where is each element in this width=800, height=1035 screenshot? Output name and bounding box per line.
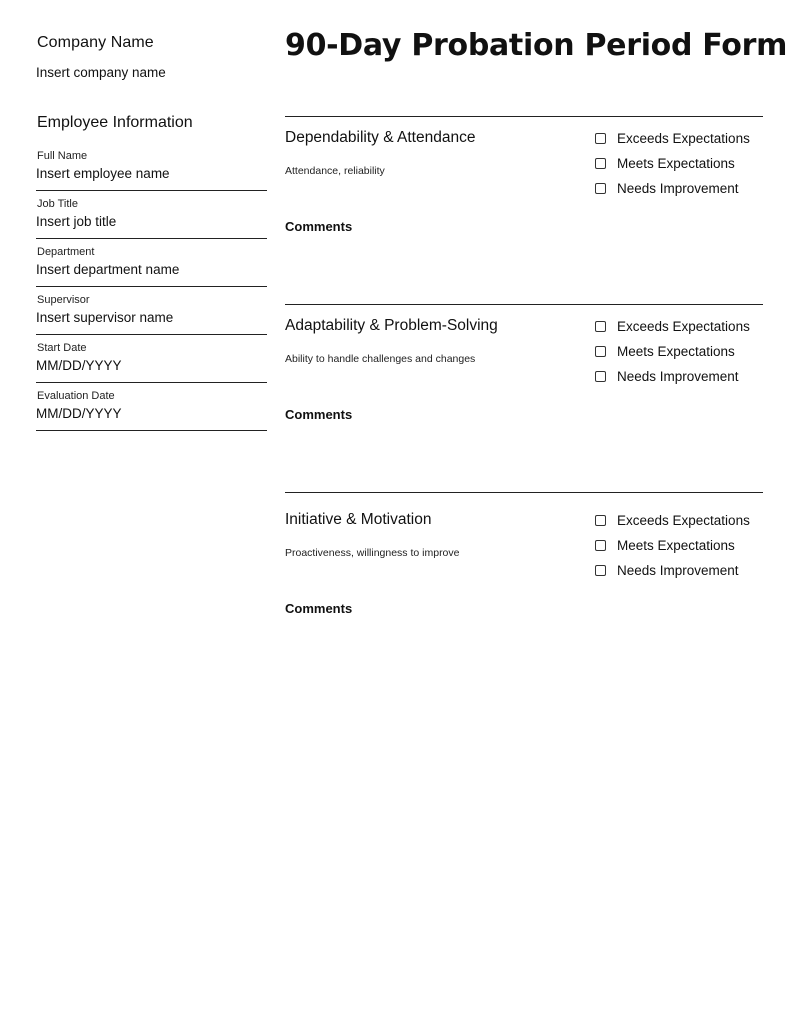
- option-label: Needs Improvement: [617, 180, 739, 196]
- department-input[interactable]: Insert department name: [36, 262, 180, 277]
- page-title: 90-Day Probation Period Form: [285, 28, 788, 63]
- supervisor-field[interactable]: [36, 294, 267, 335]
- job-title-field[interactable]: [36, 198, 267, 239]
- evaluation-date-input[interactable]: MM/DD/YYYY: [36, 406, 122, 421]
- field-label: Start Date: [37, 342, 87, 354]
- section-title: Dependability & Attendance: [285, 129, 476, 146]
- section-adaptability: [285, 304, 763, 455]
- option-label: Meets Expectations: [617, 155, 735, 171]
- section-description: Attendance, reliability: [285, 165, 385, 177]
- field-label: Full Name: [37, 150, 88, 162]
- checkbox[interactable]: [595, 133, 606, 144]
- full-name-input[interactable]: Insert employee name: [36, 166, 170, 181]
- field-label: Job Title: [37, 198, 78, 210]
- field-label: Supervisor: [37, 294, 90, 306]
- option-label: Needs Improvement: [617, 368, 739, 384]
- field-label: Department: [37, 246, 95, 258]
- option-label: Needs Improvement: [617, 562, 739, 578]
- option-exceeds-expectations[interactable]: [595, 128, 750, 148]
- section-dependability: [285, 116, 763, 267]
- option-meets-expectations[interactable]: [595, 153, 735, 173]
- option-meets-expectations[interactable]: [595, 535, 735, 555]
- option-label: Meets Expectations: [617, 343, 735, 359]
- evaluation-date-field[interactable]: [36, 390, 267, 431]
- option-label: Meets Expectations: [617, 537, 735, 553]
- option-label: Exceeds Expectations: [617, 130, 750, 146]
- comments-label: Comments: [285, 219, 353, 234]
- company-name-label: Company Name: [37, 34, 154, 51]
- checkbox[interactable]: [595, 565, 606, 576]
- option-needs-improvement[interactable]: [595, 178, 739, 198]
- comments-label: Comments: [285, 407, 353, 422]
- option-exceeds-expectations[interactable]: [595, 316, 750, 336]
- start-date-field[interactable]: [36, 342, 267, 383]
- section-title: Initiative & Motivation: [285, 511, 432, 528]
- option-label: Exceeds Expectations: [617, 318, 750, 334]
- company-name-field[interactable]: Insert company name: [36, 65, 166, 80]
- checkbox[interactable]: [595, 371, 606, 382]
- option-exceeds-expectations[interactable]: [595, 510, 750, 530]
- start-date-input[interactable]: MM/DD/YYYY: [36, 358, 122, 373]
- supervisor-input[interactable]: Insert supervisor name: [36, 310, 174, 325]
- option-label: Exceeds Expectations: [617, 512, 750, 528]
- section-initiative: [285, 492, 763, 643]
- option-needs-improvement[interactable]: [595, 366, 739, 386]
- section-title: Adaptability & Problem-Solving: [285, 317, 498, 334]
- checkbox[interactable]: [595, 158, 606, 169]
- checkbox[interactable]: [595, 183, 606, 194]
- section-description: Ability to handle challenges and changes: [285, 353, 476, 365]
- section-description: Proactiveness, willingness to improve: [285, 547, 460, 559]
- checkbox[interactable]: [595, 540, 606, 551]
- field-label: Evaluation Date: [37, 390, 115, 402]
- checkbox[interactable]: [595, 346, 606, 357]
- employee-info-heading: Employee Information: [37, 114, 193, 131]
- comments-label: Comments: [285, 601, 353, 616]
- checkbox[interactable]: [595, 321, 606, 332]
- full-name-field[interactable]: [36, 150, 267, 191]
- checkbox[interactable]: [595, 515, 606, 526]
- department-field[interactable]: [36, 246, 267, 287]
- option-meets-expectations[interactable]: [595, 341, 735, 361]
- option-needs-improvement[interactable]: [595, 560, 739, 580]
- job-title-input[interactable]: Insert job title: [36, 214, 117, 229]
